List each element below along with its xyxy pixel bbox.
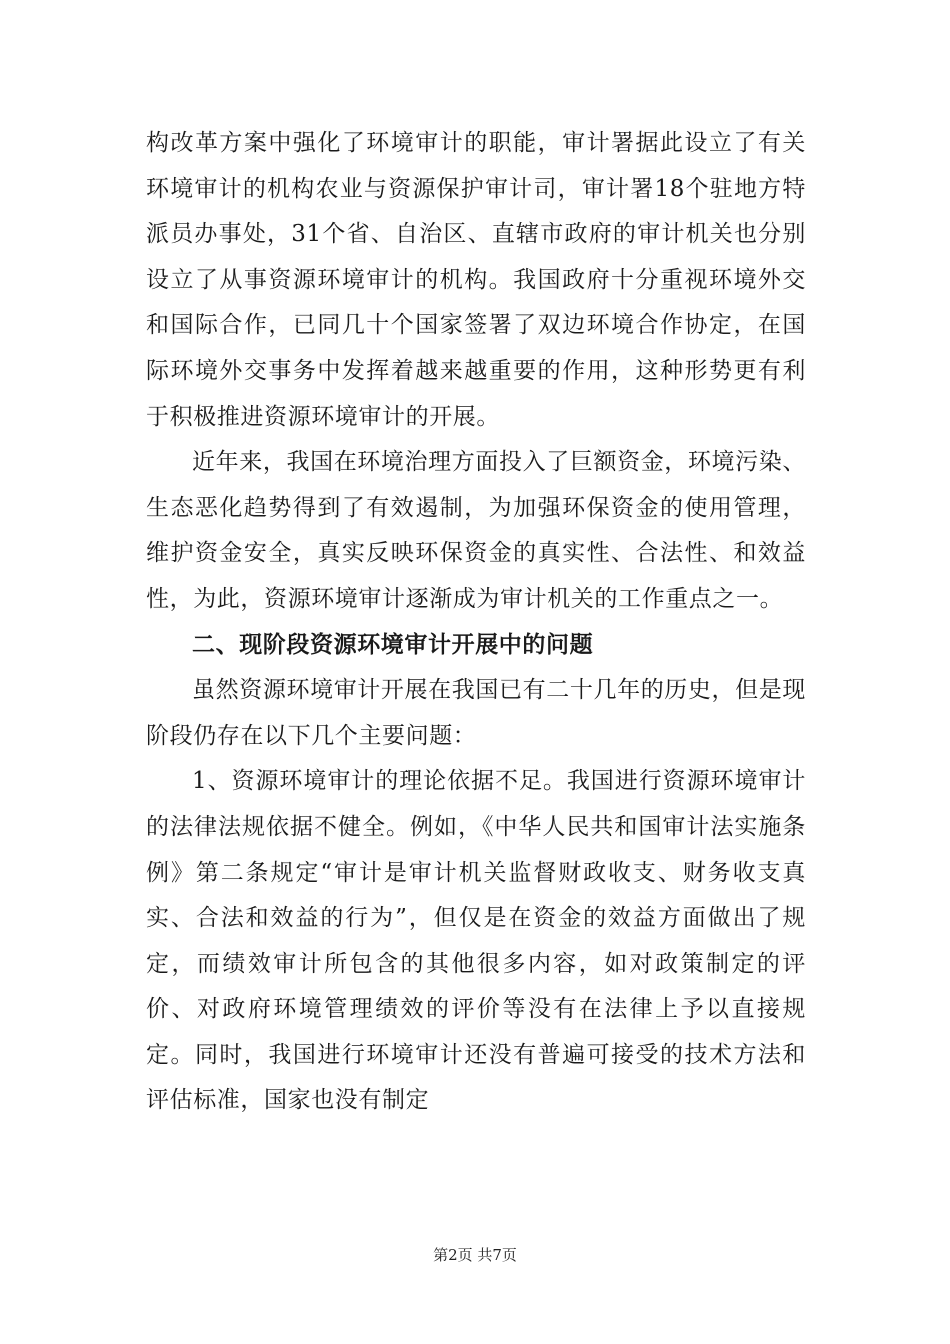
section-heading: 二、现阶段资源环境审计开展中的问题 [192,631,594,658]
page-number-footer: 第2页 共7页 [433,1246,517,1264]
paragraph-environment-investment: 近年来，我国在环境治理方面投入了巨额资金，环境污染、生态恶化趋势得到了有效遏制，为加强环保资金的使用管理，维护资金安全，真实反映环保资金的真实性、合法性、和效益性，为此，资源环境审计逐渐成为审计机关的工作重点之一。 [146,449,806,612]
paragraph-problem-1: 1、资源环境审计的理论依据不足。我国进行资源环境审计的法律法规依据不健全。例如，《中华人民共和国审计法实施条例》第二条规定“审计是审计机关监督财政收支、财务收支真实、合法和效益的行为”，但仅是在资金的效益方面做出了规定，而绩效审计所包含的其他很多内容，如对政策制定的评价、对政府环境管理绩效的评价等没有在法律上予以直接规定。同时，我国进行环境审计还没有普遍可接受的技术方法和评估标准，国家也没有制定 [146,768,806,1114]
paragraph-continuation: 构改革方案中强化了环境审计的职能，审计署据此设立了有关环境审计的机构农业与资源保护审计司，审计署18个驻地方特派员办事处，31个省、自治区、直辖市政府的审计机关也分别设立了从事资源环境审计的机构。我国政府十分重视环境外交和国际合作，已同几十个国家签署了双边环境合作协定，在国际环境外交事务中发挥着越来越重要的作用，这种形势更有利于积极推进资源环境审计的开展。 [146,130,806,430]
document-body [146,121,806,1124]
paragraph-problems-intro: 虽然资源环境审计开展在我国已有二十几年的历史，但是现阶段仍存在以下几个主要问题： [146,677,806,749]
